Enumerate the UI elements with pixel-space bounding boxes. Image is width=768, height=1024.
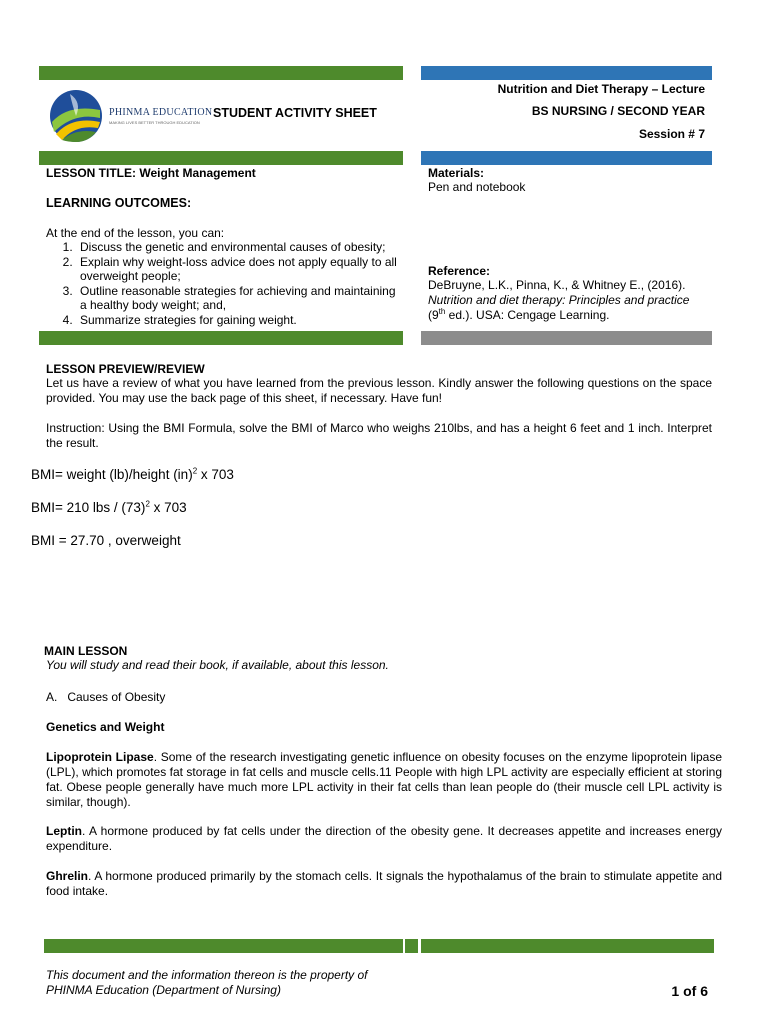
outcomes-list [46,240,398,327]
lpl-paragraph [46,750,722,810]
edition-post: ed.). USA: Cengage Learning. [445,308,610,322]
footer-note [46,968,368,998]
materials-heading: Materials: [428,166,485,180]
footer-line-2: PHINMA Education (Department of Nursing) [46,983,281,997]
bmi-formula [31,467,234,482]
footer-line-1: This document and the information thereon is the property of [46,968,368,982]
outcomes-bar-right [421,331,712,345]
main-lesson-subheading: You will study and read their book, if available, about this lesson. [46,658,389,672]
logo-tagline: MAKING LIVES BETTER THROUGH EDUCATION [109,120,200,125]
outcome-item: 4. Summarize strategies for gaining weight. [76,313,398,328]
lesson-bar-right [421,151,712,165]
ghrelin-paragraph [46,869,722,899]
preview-heading: LESSON PREVIEW/REVIEW [46,362,205,376]
lesson-title: LESSON TITLE: Weight Management [46,166,256,180]
ghrelin-term: Ghrelin [46,869,89,883]
lpl-term: Lipoprotein Lipase [46,750,154,764]
section-a-label: A. Causes of Obesity [46,690,166,704]
outcome-item: 2. Explain why weight-loss advice does not apply equally to all overweight people; [76,255,398,284]
bmi-result: BMI = 27.70 , overweight [31,533,181,548]
outcomes-intro: At the end of the lesson, you can: [46,226,225,240]
sheet-title: STUDENT ACTIVITY SHEET [213,106,377,120]
outcome-item: 1. Discuss the genetic and environmental causes of obesity; [76,240,398,255]
materials-text: Pen and notebook [428,180,526,194]
session-number: Session # 7 [638,127,705,141]
bmi-computation [31,500,187,515]
outcome-item: 3. Outline reasonable strategies for achieving and maintaining a healthy body weight; and, [76,284,398,313]
formula2-pre: BMI= 210 lbs / (73) [31,500,146,515]
reference-body [428,278,718,323]
logo-name: PHINMA EDUCATION [109,107,213,118]
leptin-term: Leptin [46,824,82,838]
formula1-pre: BMI= weight (lb)/height (in) [31,467,193,482]
leptin-paragraph [46,824,722,854]
preview-instruction: Instruction: Using the BMI Formula, solve the BMI of Marco who weighs 210lbs, and has a height 6 feet and 1 inch. Interpret the result. [46,421,712,450]
page-number: 1 of 6 [671,983,708,999]
header-bar-right [421,66,712,80]
edition-sup: th [438,307,446,316]
program-year: BS NURSING / SECOND YEAR [531,104,705,118]
reference-book-title: Nutrition and diet therapy: Principles and practice [428,293,690,307]
formula1-post: x 703 [197,467,234,482]
genetics-heading: Genetics and Weight [46,720,165,734]
reference-authors: DeBruyne, L.K., Pinna, K., & Whitney E., (2016). [428,278,686,292]
leptin-text: . A hormone produced by fat cells under the direction of the obesity gene. It decreases appetite and increases energy expenditure. [46,824,722,853]
formula1-sup: 2 [192,466,198,476]
ghrelin-text: . A hormone produced primarily by the stomach cells. It signals the hypothalamus of the brain to stimulate appetite and food intake. [46,869,722,898]
footer-bar-right [421,939,714,953]
main-lesson-heading: MAIN LESSON [44,644,128,658]
header-bar-left [39,66,403,80]
formula2-sup: 2 [145,499,150,509]
course-title: Nutrition and Diet Therapy – Lecture [497,82,705,96]
footer-bar-mid [405,939,418,953]
phinma-logo [48,86,104,146]
edition-pre: (9 [428,308,439,322]
lpl-text: . Some of the research investigating genetic influence on obesity focuses on the enzyme lipoprotein lipase (LPL), which promotes fat storage in fat cells and muscle cells.11 People with high LPL activity are especially efficient at storing fat. Obese people generally have much more LPL activity in their fat cells than lean people do (their muscle cell LPL activity is similar, though). [46,750,722,809]
formula2-post: x 703 [149,500,187,515]
learning-outcomes-heading: LEARNING OUTCOMES: [46,196,192,210]
footer-bar-left [44,939,403,953]
reference-edition [428,308,718,323]
outcomes-bar-left [39,331,403,345]
reference-heading: Reference: [428,264,491,278]
lesson-bar-left [39,151,403,165]
preview-intro: Let us have a review of what you have learned from the previous lesson. Kindly answer the following questions on the space provided. You may use the back page of this sheet, if necessary. Have fun! [46,376,712,405]
